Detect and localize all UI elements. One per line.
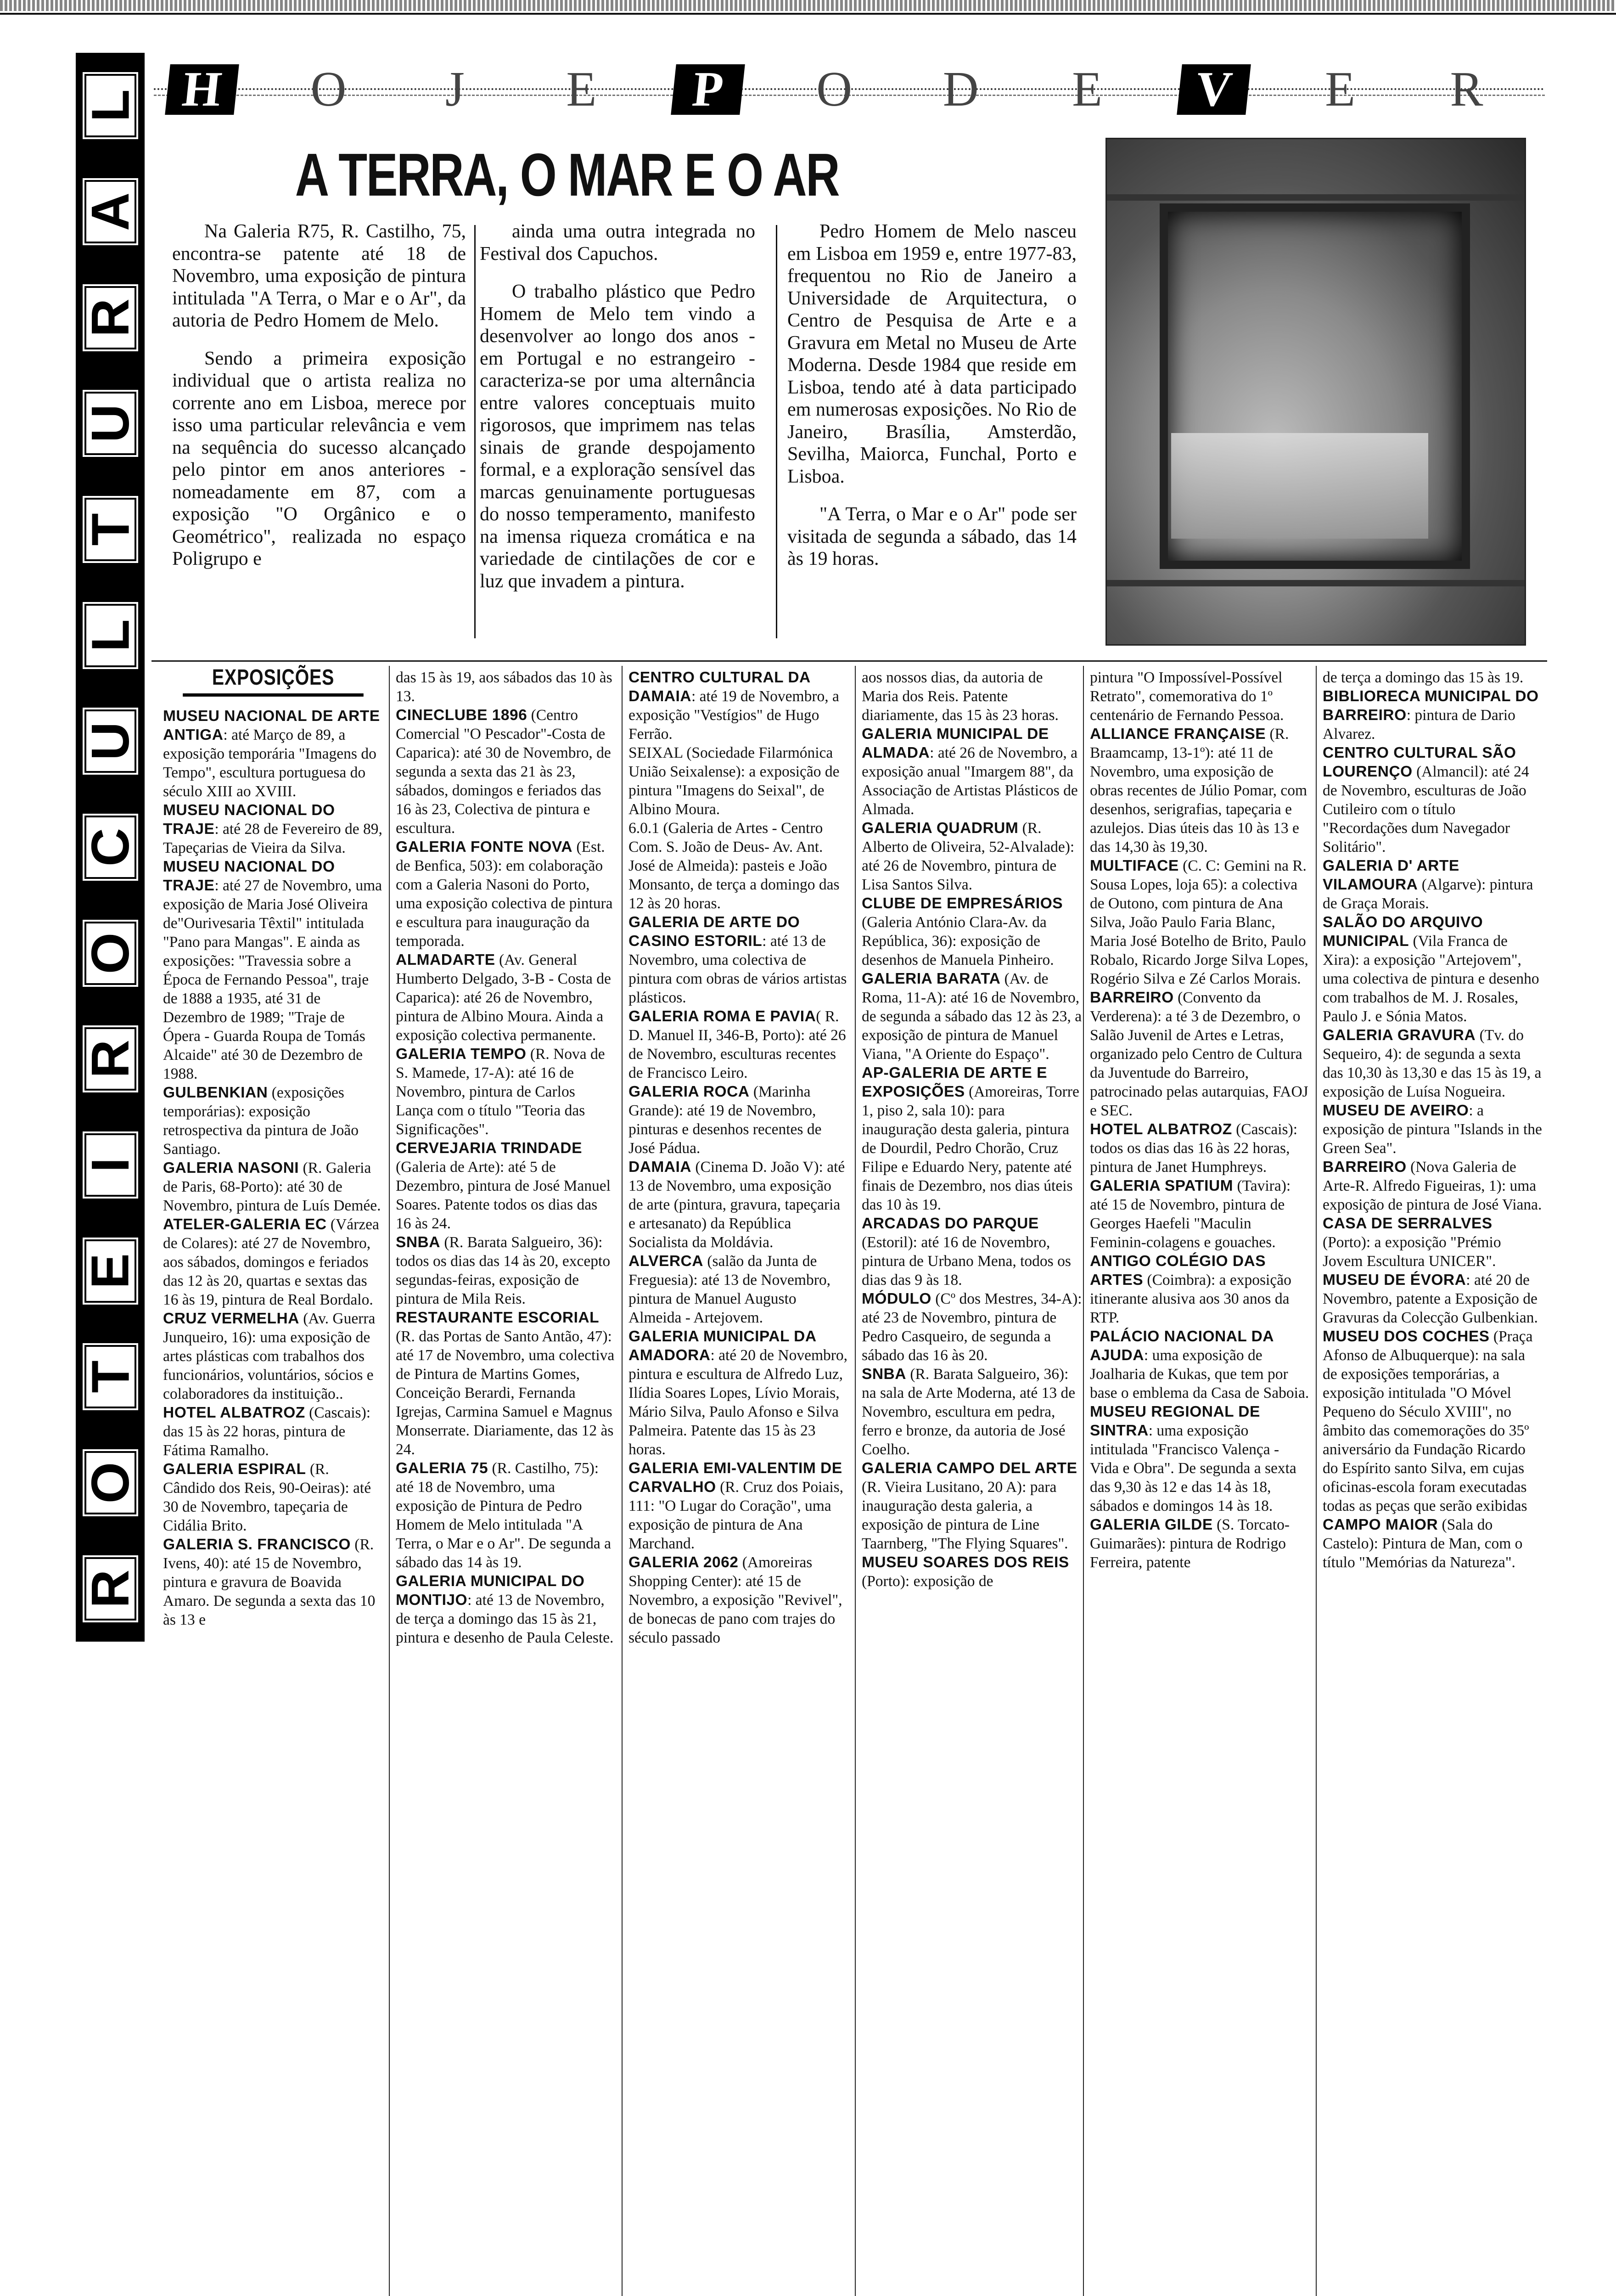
article-paragraph: ainda uma outra integrada no Festival dos Capuchos.	[480, 221, 755, 264]
article-paragraph: Sendo a primeira exposição individual que o artista realiza no corrente ano em Lisboa, merece por isso uma particular relevância e vem na sequência do sucesso alcançado pelo pintor em anos anteriores - nomeadamente em 87, com a exposição "O Orgânico e o Geométrico", realizada no espaço Poligrupo e	[172, 348, 466, 569]
section-divider	[152, 660, 1547, 662]
listing-entry	[862, 819, 1082, 894]
listing-text: das 15 às 19, aos sábados das 10 às 13.	[396, 669, 612, 705]
venue-name: CENTRO CULTURAL DA DAMAIA	[628, 669, 810, 705]
listing-entry	[862, 1289, 1082, 1365]
listing-entry	[163, 801, 383, 857]
listing-text: (R. Barata Salgueiro, 36): na sala de Arte Moderna, até 13 de Novembro, escultura em pedra, ferro e bronze, da autoria de José Coelho.	[862, 1366, 1076, 1458]
listing-entry	[1323, 1327, 1543, 1515]
listing-entry	[396, 838, 616, 951]
listing-text: : até 20 de Novembro, pintura e escultura de Alfredo Luz, Ilídia Soares Lopes, Lívio Morais, Mário Silva, Paulo Afonso e Silva Palmeira. Patente das 15 às 23 horas.	[628, 1347, 848, 1458]
scan-border	[0, 0, 1616, 11]
venue-name: GALERIA MUNICIPAL DE ALMADA	[862, 726, 1049, 761]
listing-text: (Av. Guerra Junqueiro, 16): uma exposição de artes plásticas com trabalhos dos funcionários, voluntários, sócios e colaboradores da instituição..	[163, 1310, 376, 1402]
listing-text: : até 13 de Novembro, de terça a domingo das 15 às 21, pintura e desenho de Paula Celeste.	[396, 1592, 614, 1646]
article-column-2	[480, 220, 755, 608]
listing-text: aos nossos dias, da autoria de Maria dos Reis. Patente diariamente, das 15 às 23 horas.	[862, 669, 1059, 724]
band-letter: L	[84, 74, 136, 137]
listing-text: : até 20 de Novembro, patente a Exposição de Gravuras da Colecção Gulbenkian.	[1323, 1272, 1538, 1326]
band-letter: R	[84, 1557, 136, 1621]
venue-name: RESTAURANTE ESCORIAL	[396, 1309, 600, 1326]
venue-name: SNBA	[862, 1366, 906, 1383]
venue-name: CRUZ VERMELHA	[163, 1310, 299, 1327]
listing-entry	[1323, 668, 1543, 687]
band-letter: L	[84, 604, 136, 667]
venue-name: GALERIA DE ARTE DO CASINO ESTORIL	[628, 914, 800, 950]
band-letter: I	[84, 1133, 136, 1197]
listing-entry	[396, 1139, 616, 1233]
venue-name: CENTRO CULTURAL SÃO LOURENÇO	[1323, 744, 1516, 780]
header-letter: J	[445, 62, 465, 117]
listing-text: (R. Vieira Lusitano, 20 A): para inauguração desta galeria, a exposição de pintura de Line Taarnberg, "The Flying Squares".	[862, 1479, 1068, 1552]
listing-text: (Tv. do Sequeiro, 4): de segunda a sexta das 10,30 às 13,30 e das 15 às 19, a exposição de Luísa Nogueira.	[1323, 1027, 1542, 1100]
venue-name: MUSEU DOS COCHES	[1323, 1328, 1490, 1345]
listing-entry	[1090, 1515, 1310, 1572]
listing-text: : a exposição de pintura "Islands in the Green Sea".	[1323, 1102, 1542, 1157]
venue-name: GALERIA TEMPO	[396, 1046, 527, 1063]
header-letter: O	[310, 62, 347, 117]
article-title: A TERRA, O MAR E O AR	[295, 141, 839, 208]
listing-entry	[862, 1553, 1082, 1591]
listing-entry	[163, 1535, 383, 1629]
venue-name: HOTEL ALBATROZ	[163, 1404, 305, 1421]
column-rule	[1316, 666, 1317, 2296]
listing-entry	[1323, 1515, 1543, 1572]
header-letter: P	[671, 64, 745, 115]
listing-entry	[862, 1365, 1082, 1459]
listing-entry	[862, 1459, 1082, 1553]
band-letter: U	[84, 709, 136, 773]
listing-text: : uma exposição intitulada "Francisco Valença - Vida e Obra". De segunda a sexta das 9,30 às 12 e das 14 às 18, sábados e domingos 14 às 18.	[1090, 1422, 1296, 1514]
band-letter: R	[84, 286, 136, 349]
section-header-hoje-pode-ver	[154, 64, 1545, 115]
column-rule	[776, 225, 777, 638]
listing-text: (Cascais): das 15 às 22 horas, pintura de Fátima Ramalho.	[163, 1404, 371, 1459]
listing-entry	[628, 743, 849, 819]
listing-entry	[628, 1252, 849, 1327]
listing-text: (Galeria de Arte): até 5 de Dezembro, pintura de José Manuel Soares. Patente todos os dias das 16 às 24.	[396, 1159, 611, 1232]
venue-name: GALERIA QUADRUM	[862, 820, 1019, 837]
listing-entry	[628, 668, 849, 743]
venue-name: CLUBE DE EMPRESÁRIOS	[862, 895, 1063, 912]
listing-entry	[1090, 988, 1310, 1120]
listing-text: (Almancil): até 24 de Novembro, esculturas de João Cutileiro com o título "Recordações dum Navegador Solitário".	[1323, 763, 1529, 855]
column-rule	[389, 666, 390, 2296]
listing-text: (Av. de Roma, 11-A): até 16 de Novembro, de segunda a sábado das 12 às 23, a exposição de pintura de Manuel Viana, "A Oriente do Espaço".	[862, 970, 1082, 1063]
listing-entry	[163, 1215, 383, 1309]
listing-text: (Av. General Humberto Delgado, 3-B - Costa de Caparica): até 26 de Novembro, pintura de Albino Moura. Ainda a exposição colectiva permanente.	[396, 951, 611, 1044]
section-band-roteiro-cultural	[76, 53, 145, 1642]
listing-text: (R. Ivens, 40): até 15 de Novembro, pintura e gravura de Boavida Amaro. De segunda a sexta das 10 às 13 e	[163, 1536, 376, 1628]
venue-name: ALMADARTE	[396, 951, 495, 968]
listing-text: (Marinha Grande): até 19 de Novembro, pinturas e desenhos recentes de José Pádua.	[628, 1083, 822, 1157]
article-column-1	[172, 220, 466, 586]
venue-name: GALERIA MUNICIPAL DA AMADORA	[628, 1328, 816, 1364]
venue-name: HOTEL ALBATROZ	[1090, 1121, 1232, 1138]
listing-entry	[1090, 856, 1310, 988]
listing-text: : até 27 de Novembro, uma exposição de Maria José Oliveira de"Ourivesaria Têxtil" intitulada "Pano para Mangas". E ainda as exposições: "Travessia sobre a Época de Fernando Pessoa", traje de 1888 a 1935, até 31 de Dezembro de 1989; "Traje de Ópera - Guarda Roupa de Tomás Alcaide" até 30 de Dezembro de 1988.	[163, 877, 382, 1082]
listing-entry	[1090, 1327, 1310, 1402]
listing-text: pintura "O Impossível-Possível Retrato", comemorativa do 1º centenário de Fernando Pessoa.	[1090, 669, 1284, 724]
listing-entry	[163, 1083, 383, 1159]
listing-entry	[1323, 743, 1543, 856]
listing-text: (Nova Galeria de Arte-R. Alfredo Figueiras, 1): uma exposição de pintura de José Viana.	[1323, 1159, 1542, 1213]
band-letter: A	[84, 180, 136, 243]
header-letter: E	[566, 62, 597, 117]
listing-text: (R. Cruz dos Poiais, 111: "O Lugar do Coração", uma exposição de pintura de Ana Marchand.	[628, 1479, 844, 1552]
listing-text: 6.0.1 (Galeria de Artes - Centro Com. S. João de Deus- Av. Ant. José de Almeida): pasteis e João Monsanto, de terça a domingo das 12 às 20 horas.	[628, 820, 840, 912]
listing-text: (R. Galeria de Paris, 68-Porto): até 30 de Novembro, pintura de Luís Demée.	[163, 1159, 381, 1214]
venue-name: CINECLUBE 1896	[396, 707, 527, 724]
listing-entry	[163, 1309, 383, 1403]
artwork-photo	[1105, 138, 1526, 646]
listing-text: (Estoril): até 16 de Novembro, pintura de Urbano Mena, todos os dias das 9 às 18.	[862, 1234, 1071, 1289]
header-letter: D	[943, 62, 979, 117]
listing-text: (R. Cândido dos Reis, 90-Oeiras): até 30 de Novembro, tapeçaria de Cidália Brito.	[163, 1461, 371, 1534]
listing-text: (Cascais): todos os dias das 16 às 22 horas, pintura de Janet Humphreys.	[1090, 1121, 1298, 1176]
listing-entry	[163, 1403, 383, 1460]
listing-entry	[628, 1459, 849, 1553]
venue-name: MUSEU NACIONAL DE ARTE ANTIGA	[163, 708, 380, 743]
listing-column-6	[1323, 668, 1543, 1572]
article-paragraph: "A Terra, o Mar e o Ar" pode ser visitada de segunda a sábado, das 14 às 19 horas.	[787, 504, 1077, 569]
header-letter: V	[1177, 64, 1251, 115]
listing-text: (Centro Comercial "O Pescador"-Costa de Caparica): até 30 de Novembro, de segunda a sexta das 21 às 23, sábados, domingos e feriados das 16 às 23, Colectiva de pintura e escultura.	[396, 707, 611, 837]
venue-name: GALERIA ESPIRAL	[163, 1461, 306, 1478]
listing-entry	[1323, 913, 1543, 1026]
venue-name: CASA DE SERRALVES	[1323, 1215, 1493, 1232]
listing-text: (R. Barata Salgueiro, 36): todos os dias das 14 às 20, excepto segundas-feiras, exposição de pintura de Mila Reis.	[396, 1234, 611, 1307]
listing-text: (Cº dos Mestres, 34-A): até 23 de Novembro, pintura de Pedro Casqueiro, de segunda a sábado das 16 às 20.	[862, 1290, 1082, 1364]
venue-name: ATELER-GALERIA EC	[163, 1216, 327, 1233]
venue-name: GALERIA ROCA	[628, 1083, 750, 1100]
header-letter: H	[165, 64, 239, 115]
venue-name: ANTIGO COLÉGIO DAS ARTES	[1090, 1253, 1266, 1289]
venue-name: GALERIA GILDE	[1090, 1516, 1213, 1533]
listing-entry	[396, 951, 616, 1045]
listing-text: de terça a domingo das 15 às 19.	[1323, 669, 1524, 686]
listing-entry	[862, 969, 1082, 1064]
listing-entry	[1090, 725, 1310, 856]
venue-name: GALERIA FONTE NOVA	[396, 838, 572, 855]
article-column-3	[787, 220, 1077, 586]
listing-text: ( R. D. Manuel II, 346-B, Porto): até 26 de Novembro, esculturas recentes de Francisco Leiro.	[628, 1008, 846, 1081]
listing-text: (Tavira): até 15 de Novembro, pintura de Georges Haefeli "Maculin Feminin-colagens e gouaches.	[1090, 1177, 1291, 1251]
listing-text: (Amoreiras Shopping Center): até 15 de Novembro, a exposição "Revivel", de bonecas de pano com trajes do século passado	[628, 1554, 842, 1646]
listing-text: (Porto): exposição de	[862, 1573, 993, 1590]
listing-text: (Algarve): pintura de Graça Morais.	[1323, 876, 1533, 912]
venue-name: GALERIA MUNICIPAL DO MONTIJO	[396, 1573, 585, 1609]
listing-text: : uma exposição de Joalharia de Kukas, que tem por base o emblema da Casa de Saboia.	[1090, 1347, 1309, 1401]
listing-entry	[1323, 856, 1543, 913]
venue-name: MUSEU DE ÉVORA	[1323, 1272, 1466, 1289]
listing-entry	[396, 1459, 616, 1572]
listing-text: (Cinema D. João V): até 13 de Novembro, uma exposição de arte (pintura, gravura, tapeçaria e artesanato) da República Socialista da Moldávia.	[628, 1159, 845, 1251]
listing-entry	[1090, 1120, 1310, 1176]
listing-entry	[628, 1007, 849, 1082]
listing-text: (R. Braamcamp, 13-1º): até 11 de Novembro, uma exposição de obras recentes de Júlio Pomar, com desenhos, serigrafias, tapeçaria e azulejos. Dias úteis das 10 às 13 e das 14,30 às 19,30.	[1090, 726, 1307, 855]
listing-entry	[396, 668, 616, 706]
listing-entry	[1090, 1252, 1310, 1327]
venue-name: AP-GALERIA DE ARTE E EXPOSIÇÕES	[862, 1064, 1047, 1100]
venue-name: GALERIA 2062	[628, 1554, 739, 1571]
venue-name: MÓDULO	[862, 1290, 931, 1307]
venue-name: MUSEU DE AVEIRO	[1323, 1102, 1469, 1119]
venue-name: MUSEU SOARES DOS REIS	[862, 1554, 1069, 1571]
band-letter: O	[84, 1451, 136, 1514]
listing-column-4	[862, 668, 1082, 1591]
venue-name: MUSEU NACIONAL DO TRAJE	[163, 858, 335, 894]
venue-name: GULBENKIAN	[163, 1084, 268, 1101]
listing-entry	[163, 857, 383, 1083]
listing-entry	[862, 668, 1082, 725]
venue-name: GALERIA S. FRANCISCO	[163, 1536, 351, 1553]
header-letter: E	[1072, 62, 1103, 117]
listing-entry	[396, 1572, 616, 1647]
listing-text: (Convento da Verderena): a té 3 de Dezembro, o Salão Juvenil de Artes e Letras, organizado pelo Centro de Cultura da Juventude do Barreiro, patrocinado pelas autarquias, FAOJ e SEC.	[1090, 989, 1308, 1119]
column-rule	[855, 666, 856, 2296]
listing-entry	[163, 707, 383, 801]
exposicoes-heading: EXPOSIÇÕES	[183, 668, 364, 697]
venue-name: GALERIA NASONI	[163, 1159, 299, 1176]
listing-text: (R. Alberto de Oliveira, 52-Alvalade): até 26 de Novembro, pintura de Lisa Santos Silva.	[862, 820, 1075, 893]
listing-text: (Est. de Benfica, 503): em colaboração com a Galeria Nasoni do Porto, uma exposição colectiva de pintura e escultura para inauguração da temporada.	[396, 838, 613, 950]
venue-name: CAMPO MAIOR	[1323, 1516, 1438, 1533]
listing-text: (R. Nova de S. Mamede, 17-A): até 16 de Novembro, pintura de Carlos Lança com o título "Teoria das Significações".	[396, 1046, 605, 1138]
venue-name: BARREIRO	[1323, 1159, 1407, 1176]
scan-border-line	[0, 13, 1616, 15]
venue-name: DAMAIA	[628, 1159, 691, 1176]
venue-name: SALÃO DO ARQUIVO MUNICIPAL	[1323, 914, 1483, 950]
listing-entry	[628, 1082, 849, 1158]
listing-text: (exposições temporárias): exposição retrospectiva da pintura de João Santiago.	[163, 1084, 359, 1158]
listing-entry	[862, 1064, 1082, 1214]
listing-text: (Vila Franca de Xira): a exposição "Artejovem", uma colectiva de pintura e desenho com trabalhos de M. J. Rosales, Paulo J. e Sónia Matos.	[1323, 933, 1539, 1025]
listing-text: : até 19 de Novembro, a exposição "Vestígios" de Hugo Ferrão.	[628, 688, 839, 743]
listing-entry	[1323, 1101, 1543, 1158]
listing-text: (Galeria António Clara-Av. da República, 36): exposição de desenhos de Manuela Pinheiro.	[862, 914, 1054, 968]
listing-entry	[628, 1327, 849, 1459]
venue-name: ALVERCA	[628, 1253, 703, 1270]
listing-entry	[396, 1308, 616, 1459]
header-letter: R	[1450, 62, 1483, 117]
listing-entry	[628, 819, 849, 913]
header-letter: E	[1325, 62, 1356, 117]
band-letter: T	[84, 498, 136, 561]
listing-text: : até 28 de Fevereiro de 89, Tapeçarias de Vieira da Silva.	[163, 821, 382, 856]
venue-name: MUSEU NACIONAL DO TRAJE	[163, 802, 335, 838]
venue-name: GALERIA SPATIUM	[1090, 1177, 1234, 1194]
venue-name: SNBA	[396, 1234, 440, 1251]
column-rule	[1083, 666, 1084, 2296]
listing-text: : até 26 de Novembro, a exposição anual "Imargem 88", da Associação de Artistas Plásticos de Almada.	[862, 744, 1078, 818]
venue-name: MUSEU REGIONAL DE SINTRA	[1090, 1403, 1260, 1439]
header-letter: O	[816, 62, 853, 117]
listing-entry	[862, 894, 1082, 969]
venue-name: CERVEJARIA TRINDADE	[396, 1140, 582, 1157]
listing-entry	[862, 725, 1082, 819]
band-letter: U	[84, 392, 136, 455]
listing-entry	[628, 1158, 849, 1252]
listing-entry	[163, 1159, 383, 1215]
listing-entry	[1323, 1158, 1543, 1214]
venue-name: GALERIA CAMPO DEL ARTE	[862, 1460, 1077, 1477]
listing-text: : até Março de 89, a exposição temporária "Imagens do Tempo", escultura portuguesa do século XIII ao XVIII.	[163, 726, 376, 800]
band-letter: T	[84, 1345, 136, 1408]
listing-column-3	[628, 668, 849, 1647]
listing-text: : pintura de Dario Alvarez.	[1323, 707, 1515, 743]
listing-entry	[1323, 1271, 1543, 1327]
venue-name: BARREIRO	[1090, 989, 1174, 1006]
listing-entry	[396, 1045, 616, 1139]
listing-entry	[1090, 668, 1310, 725]
listing-entry	[1323, 1214, 1543, 1271]
listing-column-5	[1090, 668, 1310, 1572]
listing-entry	[862, 1214, 1082, 1289]
venue-name: MULTIFACE	[1090, 857, 1179, 874]
listing-text: : até 13 de Novembro, uma colectiva de pintura com obras de vários artistas plásticos.	[628, 933, 847, 1006]
listing-entry	[396, 1233, 616, 1308]
listing-text: (Várzea de Colares): até 27 de Novembro, aos sábados, domingos e feriados das 12 às 20, quartas e sextas das 16 às 19, pintura de Real Bordalo.	[163, 1216, 379, 1308]
listing-entry	[628, 1553, 849, 1647]
listing-text: (S. Torcato-Guimarães): pintura de Rodrigo Ferreira, patente	[1090, 1516, 1290, 1571]
listing-entry	[396, 706, 616, 838]
band-letter: O	[84, 922, 136, 985]
venue-name: GALERIA D' ARTE VILAMOURA	[1323, 857, 1459, 893]
listing-column-2	[396, 668, 616, 1647]
listing-text: (C. C: Gemini na R. Sousa Lopes, loja 65): a colectiva de Outono, com pintura de Ana Silva, João Paulo Faria Blanc, Maria José Botelho de Brito, Paulo Robalo, Ricardo Jorge Silva Lopes, Rogério Silva e Zé Carlos Morais.	[1090, 857, 1308, 987]
band-letter: C	[84, 816, 136, 879]
listing-text: SEIXAL (Sociedade Filarmónica União Seixalense): a exposição de pintura "Imagens do Seixal", de Albino Moura.	[628, 744, 840, 818]
listing-entry	[1090, 1176, 1310, 1252]
venue-name: GALERIA EMI-VALENTIM DE CARVALHO	[628, 1460, 842, 1496]
venue-name: GALERIA 75	[396, 1460, 488, 1477]
article-paragraph: Na Galeria R75, R. Castilho, 75, encontra-se patente até 18 de Novembro, uma exposição de pintura intitulada "A Terra, o Mar e o Ar", da autoria de Pedro Homem de Melo.	[172, 221, 466, 331]
listing-entry	[1090, 1402, 1310, 1515]
band-letter: R	[84, 1027, 136, 1091]
venue-name: GALERIA GRAVURA	[1323, 1027, 1476, 1044]
venue-name: PALÁCIO NACIONAL DA AJUDA	[1090, 1328, 1274, 1364]
column-rule	[622, 666, 623, 2296]
listing-entry	[163, 1460, 383, 1535]
listing-text: (Sala do Castelo): Pintura de Man, com o título "Memórias da Natureza".	[1323, 1516, 1523, 1571]
listing-text: (R. das Portas de Santo Antão, 47): até 17 de Novembro, uma colectiva de Pintura de Martins Gomes, Conceição Berardi, Fernanda Igrejas, Carmina Samuel e Magnus Monserrate. Diariamente, das 12 às 24.	[396, 1328, 615, 1458]
listing-text: (Coimbra): a exposição itinerante alusiva aos 30 anos da RTP.	[1090, 1272, 1291, 1326]
listing-entry	[628, 913, 849, 1007]
venue-name: GALERIA ROMA E PAVIA	[628, 1008, 816, 1025]
article-paragraph: O trabalho plástico que Pedro Homem de Melo tem vindo a desenvolver ao longo dos anos - em Portugal e no estrangeiro - caracteriza-se por uma alternância entre valores conceptuais muito rigorosos, que imprimem nas telas sinais de grande despojamento formal, e a exploração sensível das marcas genuinamente portuguesas do nosso temperamento, manifesto na imensa riqueza cromática e na variedade de cintilações de cor e luz que invadem a pintura.	[480, 281, 755, 592]
listing-text: (Amoreiras, Torre 1, piso 2, sala 10): para inauguração desta galeria, pintura de Dourdil, Pedro Chorão, Cruz Filipe e Eduardo Nery, patente até finais de Dezembro, nos dias úteis das 10 às 19.	[862, 1083, 1079, 1213]
venue-name: ARCADAS DO PARQUE	[862, 1215, 1039, 1232]
listing-text: (R. Castilho, 75): até 18 de Novembro, uma exposição de Pintura de Pedro Homem de Melo intitulada "A Terra, o Mar e o Ar". De segunda a sábado das 14 às 19.	[396, 1460, 611, 1571]
band-letter: E	[84, 1239, 136, 1303]
venue-name: GALERIA BARATA	[862, 970, 1001, 987]
listing-entry	[1323, 687, 1543, 743]
article-paragraph: Pedro Homem de Melo nasceu em Lisboa em 1959 e, entre 1977-83, frequentou no Rio de Janeiro a Universidade de Arquitectura, o Centro de Pesquisa de Arte e a Gravura em Metal no Museu de Arte Moderna. Desde 1984 que reside em Lisboa, tendo até à data participado em numerosas exposições. No Rio de Janeiro, Brasília, Amsterdão, Sevilha, Maiorca, Funchal, Porto e Lisboa.	[787, 221, 1077, 487]
listing-text: (Praça Afonso de Albuquerque): na sala de exposições temporárias, a exposição intitulada "O Móvel Pequeno do Século XVIII", no âmbito das comemorações do 35º aniversário da Fundação Ricardo do Espírito santo Silva, em cujas oficinas-escola foram executadas todas as peças que serão exibidas	[1323, 1328, 1533, 1514]
listing-text: (salão da Junta de Freguesia): até 13 de Novembro, pintura de Manuel Augusto Almeida - Artejovem.	[628, 1253, 831, 1326]
venue-name: ALLIANCE FRANÇAISE	[1090, 726, 1266, 743]
listing-column-1	[163, 665, 383, 1629]
venue-name: BIBLIORECA MUNICIPAL DO BARREIRO	[1323, 688, 1539, 724]
listing-entry	[1323, 1026, 1543, 1101]
listing-text: (Porto): a exposição "Prémio Jovem Escultura UNICER".	[1323, 1234, 1501, 1270]
column-rule	[474, 225, 476, 638]
